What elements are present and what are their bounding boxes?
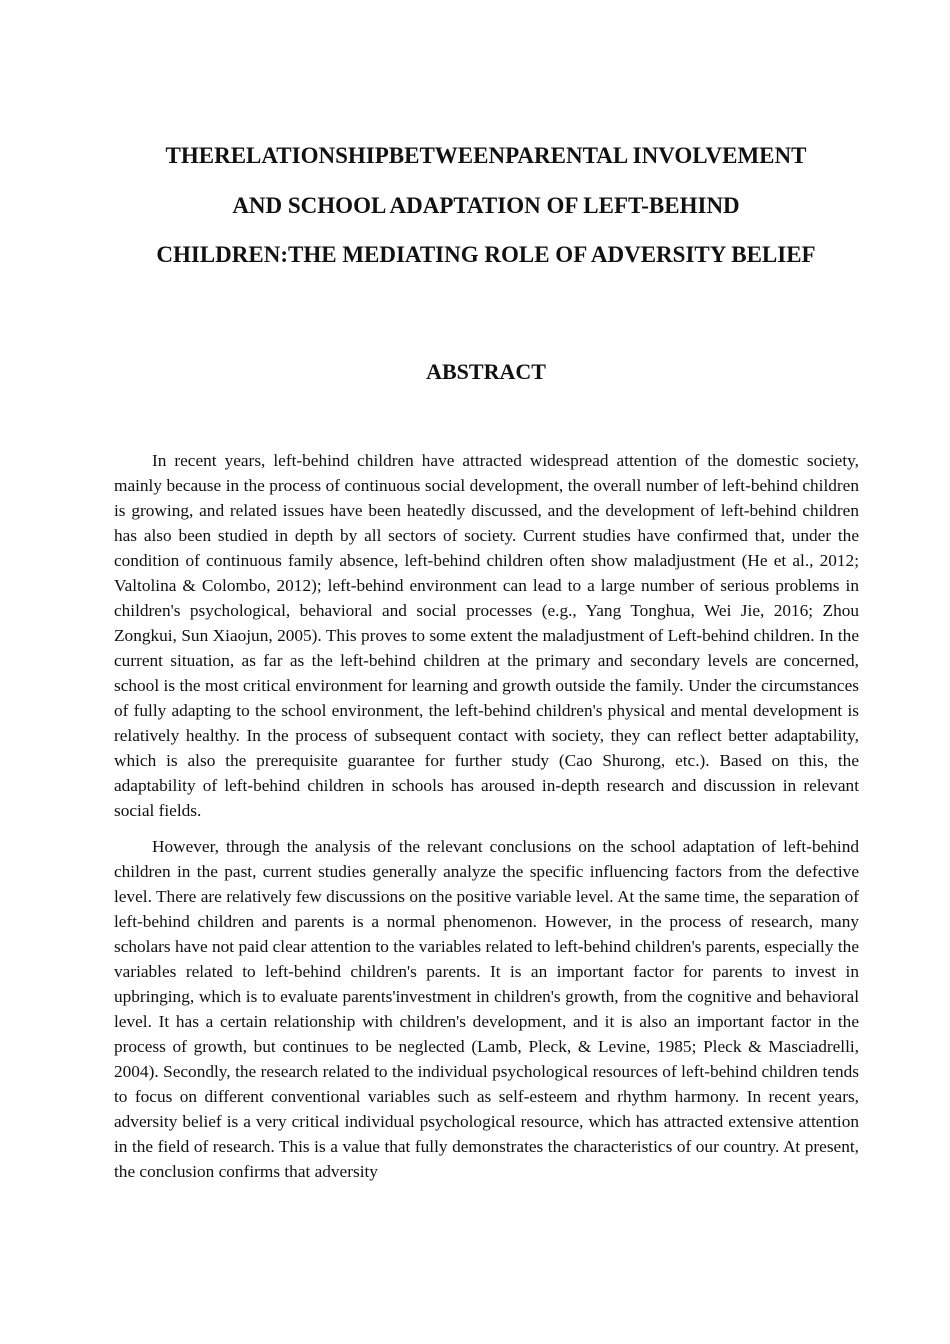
paper-title-line-2: AND SCHOOL ADAPTATION OF LEFT-BEHIND [232, 192, 740, 218]
paper-title-line-3: CHILDREN:THE MEDIATING ROLE OF ADVERSITY BELIEF [156, 242, 816, 267]
abstract-body [114, 448, 859, 1195]
abstract-paragraph-2: However, through the analysis of the relevant conclusions on the school adaptation of left-behind children in the past, current studies generally analyze the specific influencing factors from the defective level. There are relatively few discussions on the positive variable level. At the same time, the separation of left-behind children and parents is a normal phenomenon. However, in the process of research, many scholars have not paid clear attention to the variables related to left-behind children's parents, especially the variables related to left-behind children's parents. It is an important factor for parents to invest in upbringing, which is to evaluate parents'investment in children's growth, from the cognitive and behavioral level. It has a certain relationship with children's development, and it is also an important factor in the process of growth, but continues to be neglected (Lamb, Pleck, & Levine, 1985; Pleck & Masciadrelli, 2004). Secondly, the research related to the individual psychological resources of left-behind children tends to focus on different conventional variables such as self-esteem and rhythm harmony. In recent years, adversity belief is a very critical individual psychological resource, which has attracted extensive attention in the field of research. This is a value that fully demonstrates the characteristics of our country. At present, the conclusion confirms that adversity [114, 837, 859, 1181]
abstract-heading: ABSTRACT [426, 359, 546, 384]
abstract-paragraph-1: In recent years, left-behind children have attracted widespread attention of the domestic society, mainly because in the process of continuous social development, the overall number of left-behind children is growing, and related issues have been heatedly discussed, and the development of left-behind children has also been studied in depth by all sectors of society. Current studies have confirmed that, under the condition of continuous family absence, left-behind children often show maladjustment (He et al., 2012; Valtolina & Colombo, 2012); left-behind environment can lead to a large number of serious problems in children's psychological, behavioral and social processes (e.g., Yang Tonghua, Wei Jie, 2016; Zhou Zongkui, Sun Xiaojun, 2005). This proves to some extent the maladjustment of Left-behind children. In the current situation, as far as the left-behind children at the primary and secondary levels are concerned, school is the most critical environment for learning and growth outside the family. Under the circumstances of fully adapting to the school environment, the left-behind children's physical and mental development is relatively healthy. In the process of subsequent contact with society, they can reflect better adaptability, which is also the prerequisite guarantee for further study (Cao Shurong, etc.). Based on this, the adaptability of left-behind children in schools has aroused in-depth research and discussion in relevant social fields. [114, 451, 859, 820]
paper-title-line-1: THERELATIONSHIPBETWEENPARENTAL INVOLVEMENT [165, 143, 807, 168]
paper-title [100, 131, 872, 280]
